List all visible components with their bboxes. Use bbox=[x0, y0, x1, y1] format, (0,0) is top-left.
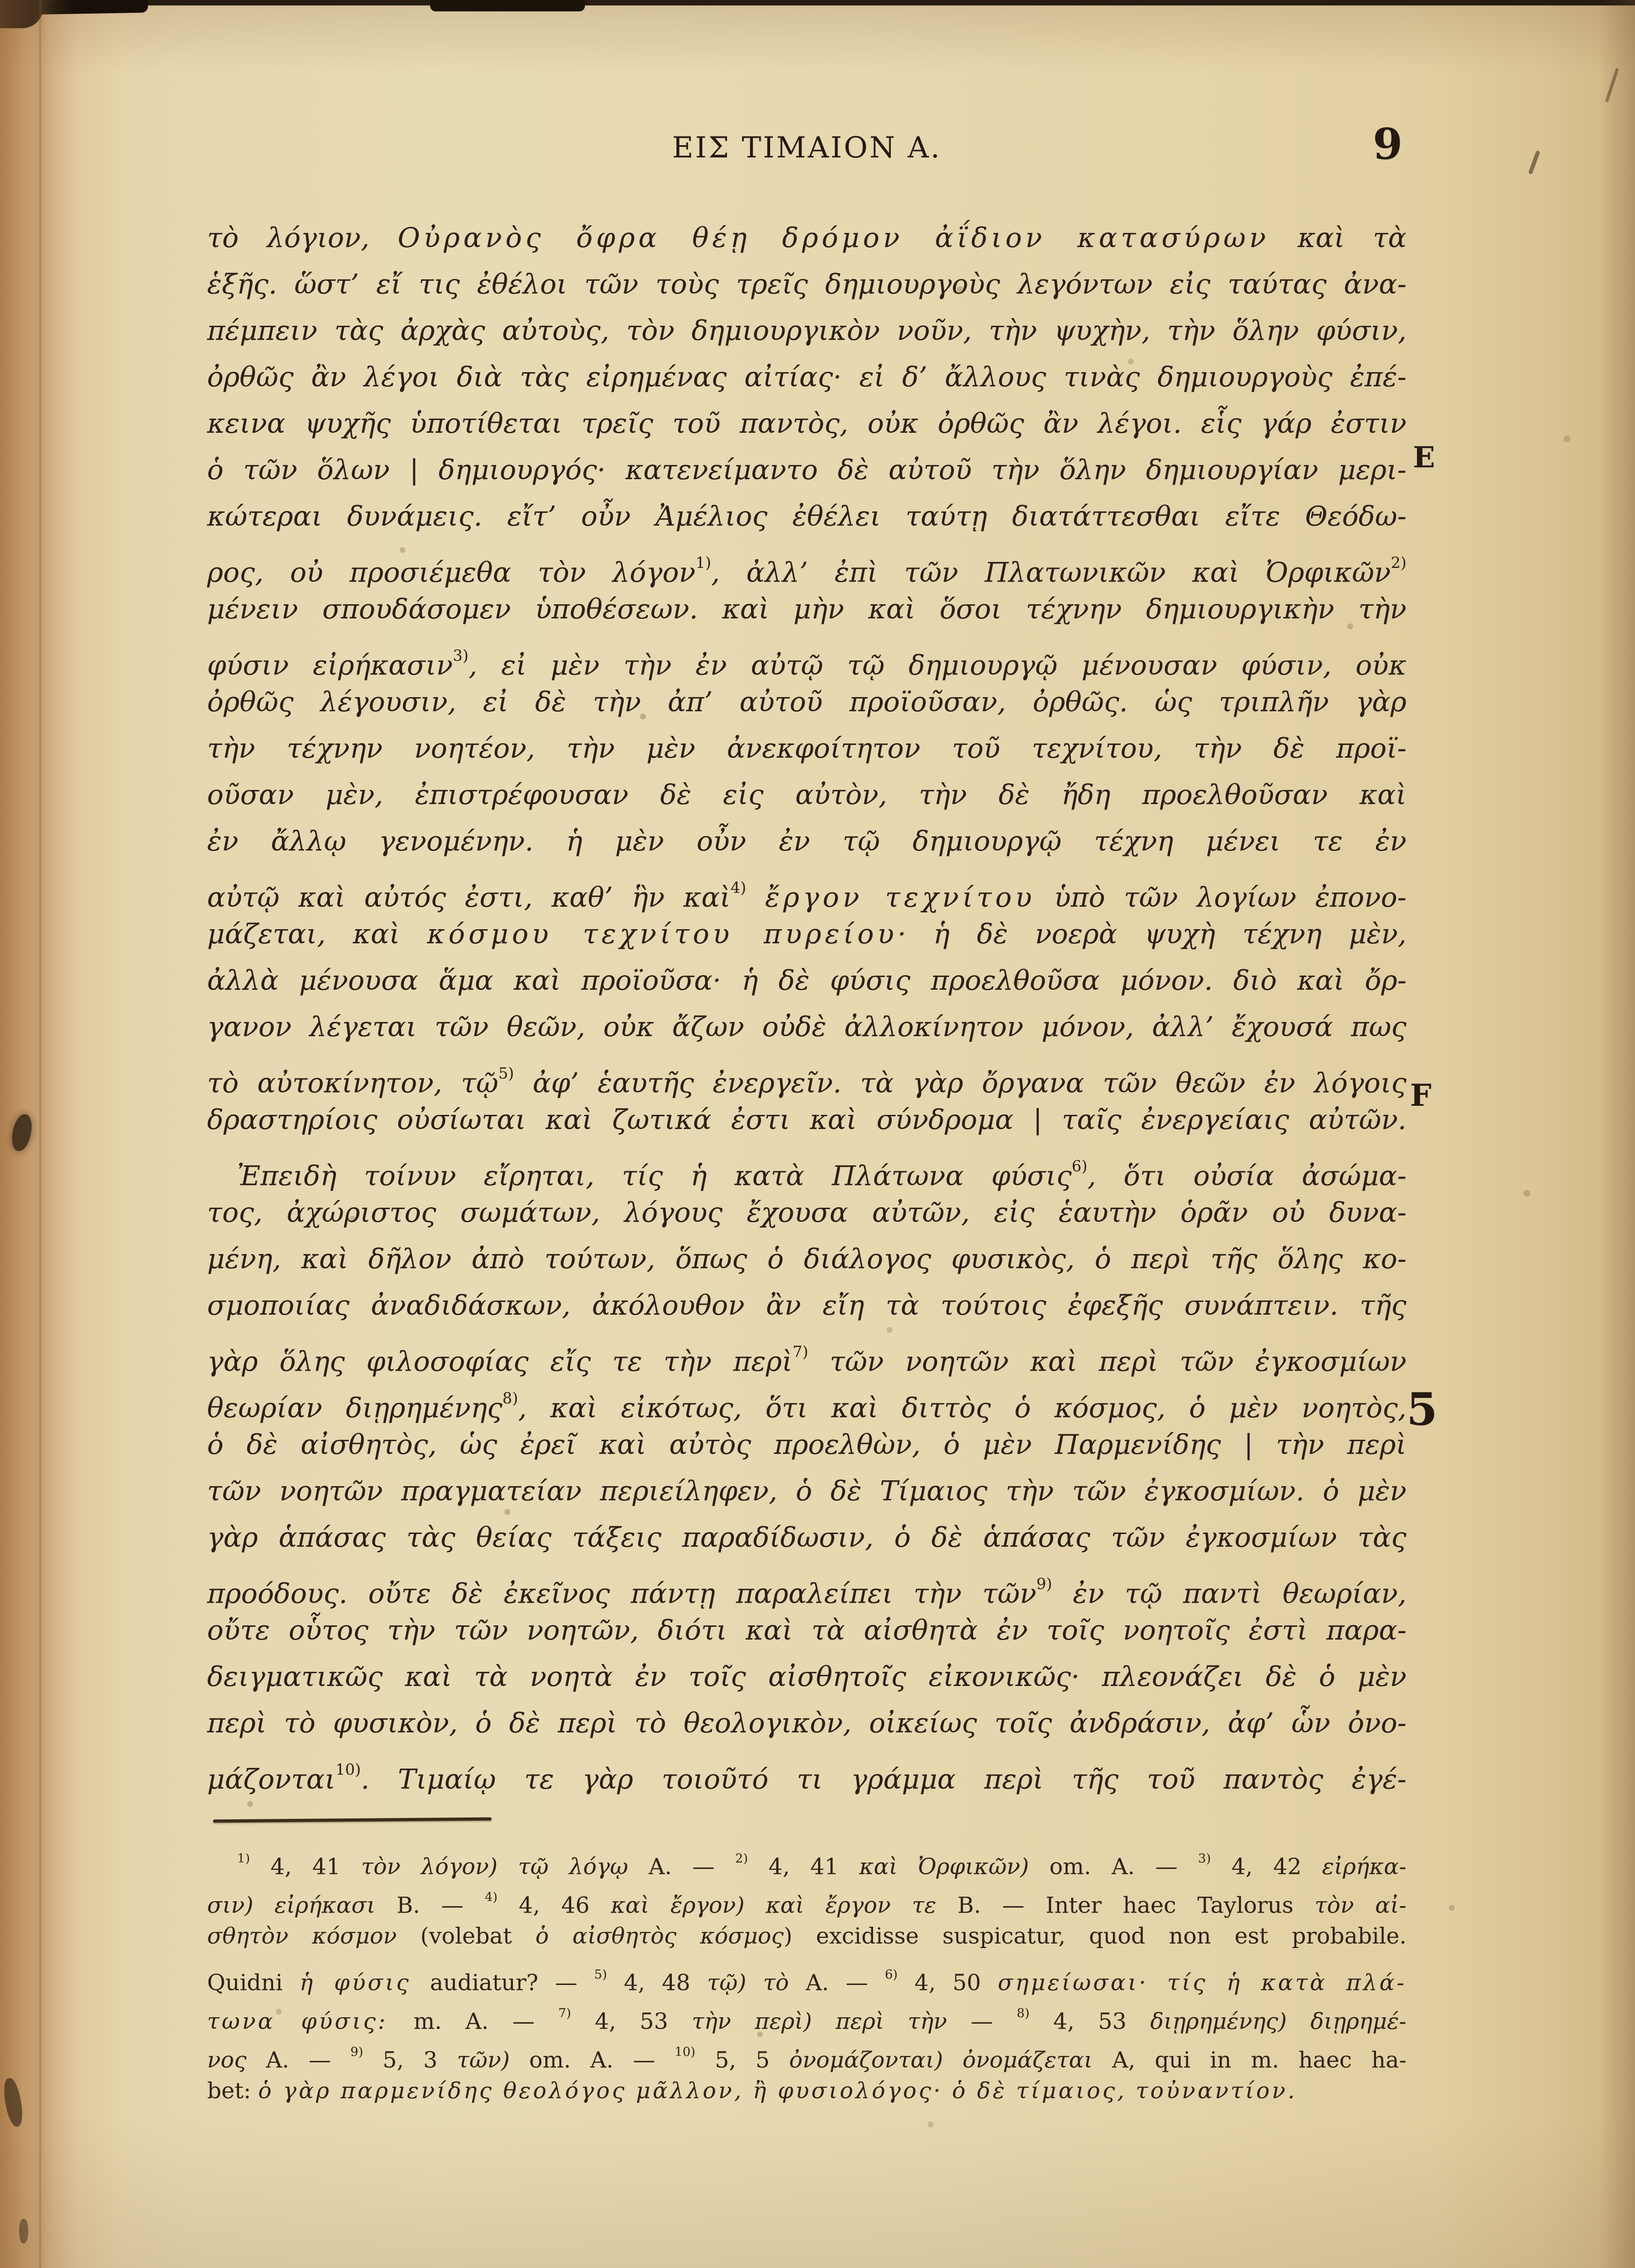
page-right-edge-shadow bbox=[1599, 0, 1635, 2268]
text-line: ὁ δὲ αἰσθητὸς, ὡς ἐρεῖ καὶ αὐτὸς προελθὼν, ὁ μὲν Παρμενίδης | τὴν περὶ bbox=[207, 1429, 1407, 1461]
text-line: ὀρθῶς λέγουσιν, εἰ δὲ τὴν ἀπ’ αὐτοῦ προϊοῦσαν, ὀρθῶς. ὡς τριπλῆν γὰρ bbox=[207, 686, 1407, 718]
text-line: τὸ αὐτοκίνητον, τῷ$^{5)}$ ἀφ’ ἑαυτῆς ἐνεργεῖν. τὰ γὰρ ὄργανα τῶν θεῶν ἐν λόγοις bbox=[207, 1064, 1407, 1099]
text-line: πέμπειν τὰς ἀρχὰς αὐτοὺς, τὸν δημιουργικὸν νοῦν, τὴν ψυχὴν, τὴν ὅλην φύσιν, bbox=[207, 315, 1407, 347]
running-title: ΕΙΣ ΤΙΜΑΙΟΝ Α. bbox=[672, 131, 942, 165]
text-line: τος, ἀχώριστος σωμάτων, λόγους ἔχουσα αὐτῶν, εἰς ἑαυτὴν ὁρᾶν οὐ δυνα- bbox=[207, 1197, 1407, 1229]
page-gutter-shadow bbox=[0, 0, 73, 2268]
text-line: προόδους. οὔτε δὲ ἐκεῖνος πάντῃ παραλείπει τὴν τῶν$^{9)}$ ἐν τῷ παντὶ θεωρίαν, bbox=[207, 1575, 1407, 1610]
text-line: ὁ τῶν ὅλων | δημιουργός· κατενείμαντο δὲ αὐτοῦ τὴν ὅλην δημιουργίαν μερι- bbox=[207, 454, 1407, 486]
scan-edge-top bbox=[0, 0, 1635, 5]
footnote-separator-rule bbox=[213, 1817, 492, 1823]
text-line: σιν) εἰρήκασι B. — $^{4)}$ 4, 46 καὶ ἔργον) καὶ ἔργον τε B. — Inter haec Taylorus τὸν αἰ- bbox=[207, 1890, 1407, 1919]
greek-text-block bbox=[207, 215, 1407, 1796]
text-line: νος A. — $^{9)}$ 5, 3 τῶν) om. A. — $^{10)}$ 5, 5 ὀνομάζονται) ὀνομάζεται A, qui in m. haec ha- bbox=[207, 2045, 1407, 2073]
paper-speckles bbox=[0, 0, 4, 4]
text-line: Quidni ἡ φύσις audiatur? — $^{5)}$ 4, 48 τῷ) τὸ A. — $^{6)}$ 4, 50 σημείωσαι· τίς ἡ κατὰ πλά- bbox=[207, 1968, 1407, 1996]
text-line: οῦσαν μὲν, ἐπιστρέφουσαν δὲ εἰς αὐτὸν, τὴν δὲ ἤδη προελθοῦσαν καὶ bbox=[207, 779, 1407, 811]
text-line: περὶ τὸ φυσικὸν, ὁ δὲ περὶ τὸ θεολογικὸν, οἰκείως τοῖς ἀνδράσιν, ἀφ’ ὧν ὀνο- bbox=[207, 1707, 1407, 1739]
text-line: τῶν νοητῶν πραγματείαν περιείληφεν, ὁ δὲ Τίμαιος τὴν τῶν ἐγκοσμίων. ὁ μὲν bbox=[207, 1475, 1407, 1507]
text-line: δραστηρίοις οὐσίωται καὶ ζωτικά ἐστι καὶ σύνδρομα | ταῖς ἐνεργείαις αὐτῶν. bbox=[207, 1104, 1407, 1136]
scan-edge-blob bbox=[430, 0, 585, 11]
text-line: μάζονται$^{10)}$. Τιμαίῳ τε γὰρ τοιοῦτό τι γράμμα περὶ τῆς τοῦ παντὸς ἐγέ- bbox=[207, 1761, 1407, 1796]
text-line: γὰρ ἁπάσας τὰς θείας τάξεις παραδίδωσιν, ὁ δὲ ἁπάσας τῶν ἐγκοσμίων τὰς bbox=[207, 1522, 1407, 1554]
text-line: ἐν ἄλλῳ γενομένην. ἡ μὲν οὖν ἐν τῷ δημιουργῷ τέχνη μένει τε ἐν bbox=[207, 825, 1407, 857]
text-line: γὰρ ὅλης φιλοσοφίας εἴς τε τὴν περὶ$^{7)}$ τῶν νοητῶν καὶ περὶ τῶν ἐγκοσμίων bbox=[207, 1343, 1407, 1378]
text-line: ἑξῆς. ὥστ’ εἴ τις ἐθέλοι τῶν τοὺς τρεῖς δημιουργοὺς λεγόντων εἰς ταύτας ἀνα- bbox=[207, 268, 1407, 300]
text-line: bet: ὁ γὰρ παρμενίδης θεολόγος μᾶλλον, ἢ φυσιολόγος· ὁ δὲ τίμαιος, τοὐναντίον. bbox=[207, 2078, 1297, 2104]
text-line: κώτεραι δυνάμεις. εἴτ’ οὖν Ἀμέλιος ἐθέλει ταύτῃ διατάττεσθαι εἴτε Θεόδω- bbox=[207, 501, 1407, 532]
text-line: μένειν σπουδάσομεν ὑποθέσεων. καὶ μὴν καὶ ὅσοι τέχνην δημιουργικὴν τὴν bbox=[207, 593, 1407, 625]
text-line: σθητὸν κόσμον (volebat ὁ αἰσθητὸς κόσμος) excidisse suspicatur, quod non est probabile. bbox=[207, 1923, 1407, 1949]
text-line: σμοποιίας ἀναδιδάσκων, ἀκόλουθον ἂν εἴη τὰ τούτοις ἐφεξῆς συνάπτειν. τῆς bbox=[207, 1290, 1407, 1321]
text-line: γανον λέγεται τῶν θεῶν, οὐκ ἄζων οὐδὲ ἀλλοκίνητον μόνον, ἀλλ’ ἔχουσά πως bbox=[207, 1011, 1407, 1043]
text-line: Ἐπειδὴ τοίνυν εἴρηται, τίς ἡ κατὰ Πλάτωνα φύσις$^{6)}$, ὅτι οὐσία ἀσώμα- bbox=[237, 1157, 1407, 1192]
text-line: $^{1)}$ 4, 41 τὸν λόγον) τῷ λόγῳ A. — $^{2)}$ 4, 41 καὶ Ὀρφικῶν) om. A. — $^{3)}$ 4, 42 εἰρήκα- bbox=[237, 1852, 1407, 1880]
margin-line-number: 5 bbox=[1407, 1383, 1438, 1436]
text-line: ὀρθῶς ἂν λέγοι διὰ τὰς εἰρημένας αἰτίας· εἰ δ’ ἄλλους τινὰς δημιουργοὺς ἐπέ- bbox=[207, 361, 1407, 393]
text-line: οὔτε οὗτος τὴν τῶν νοητῶν, διότι καὶ τὰ αἰσθητὰ ἐν τοῖς νοητοῖς ἐστὶ παρα- bbox=[207, 1615, 1407, 1646]
text-line: αὐτῷ καὶ αὐτός ἐστι, καθ’ ἣν καὶ$^{4)}$ ἔργον τεχνίτου ὑπὸ τῶν λογίων ἐπονο- bbox=[207, 879, 1407, 914]
text-line: τωνα φύσις: m. A. — $^{7)}$ 4, 53 τὴν περὶ) περὶ τὴν — $^{8)}$ 4, 53 διῃρημένης) διῃρημέ- bbox=[207, 2006, 1407, 2035]
text-line: δειγματικῶς καὶ τὰ νοητὰ ἐν τοῖς αἰσθητοῖς εἰκονικῶς· πλεονάζει δὲ ὁ μὲν bbox=[207, 1661, 1407, 1693]
paper-scratch bbox=[1528, 150, 1540, 175]
ink-stain bbox=[19, 2219, 28, 2243]
page-number: 9 bbox=[1373, 119, 1403, 169]
margin-section-letter-e: E bbox=[1413, 440, 1435, 475]
text-line: θεωρίαν διῃρημένης$^{8)}$, καὶ εἰκότως, ὅτι καὶ διττὸς ὁ κόσμος, ὁ μὲν νοητὸς, bbox=[207, 1389, 1407, 1424]
page-gutter-crease bbox=[39, 0, 41, 2268]
page-header bbox=[207, 131, 1407, 165]
text-line: ρος, οὐ προσιέμεθα τὸν λόγον$^{1)}$, ἀλλ’ ἐπὶ τῶν Πλατωνικῶν καὶ Ὀρφικῶν$^{2)}$ bbox=[207, 554, 1407, 589]
text-line: τὴν τέχνην νοητέον, τὴν μὲν ἀνεκφοίτητον τοῦ τεχνίτου, τὴν δὲ προϊ- bbox=[207, 733, 1407, 764]
margin-section-letter-f: F bbox=[1410, 1078, 1432, 1113]
text-line: φύσιν εἰρήκασιν$^{3)}$, εἰ μὲν τὴν ἐν αὐτῷ τῷ δημιουργῷ μένουσαν φύσιν, οὐκ bbox=[207, 647, 1407, 682]
text-line: τὸ λόγιον, Οὐρανὸς ὄφρα θέῃ δρόμον ἀΐδιον κατασύρων καὶ τὰ bbox=[207, 222, 1407, 254]
text-line: μένη, καὶ δῆλον ἀπὸ τούτων, ὅπως ὁ διάλογος φυσικὸς, ὁ περὶ τῆς ὅλης κο- bbox=[207, 1243, 1407, 1275]
text-line: κεινα ψυχῆς ὑποτίθεται τρεῖς τοῦ παντὸς, οὐκ ὀρθῶς ἂν λέγοι. εἷς γάρ ἐστιν bbox=[207, 408, 1407, 440]
critical-apparatus-block bbox=[207, 1839, 1407, 2110]
text-line: ἀλλὰ μένουσα ἅμα καὶ προϊοῦσα· ἡ δὲ φύσις προελθοῦσα μόνον. διὸ καὶ ὄρ- bbox=[207, 965, 1407, 997]
text-line: μάζεται, καὶ κόσμου τεχνίτου πυρείου· ἡ δὲ νοερὰ ψυχὴ τέχνη μὲν, bbox=[207, 918, 1407, 950]
